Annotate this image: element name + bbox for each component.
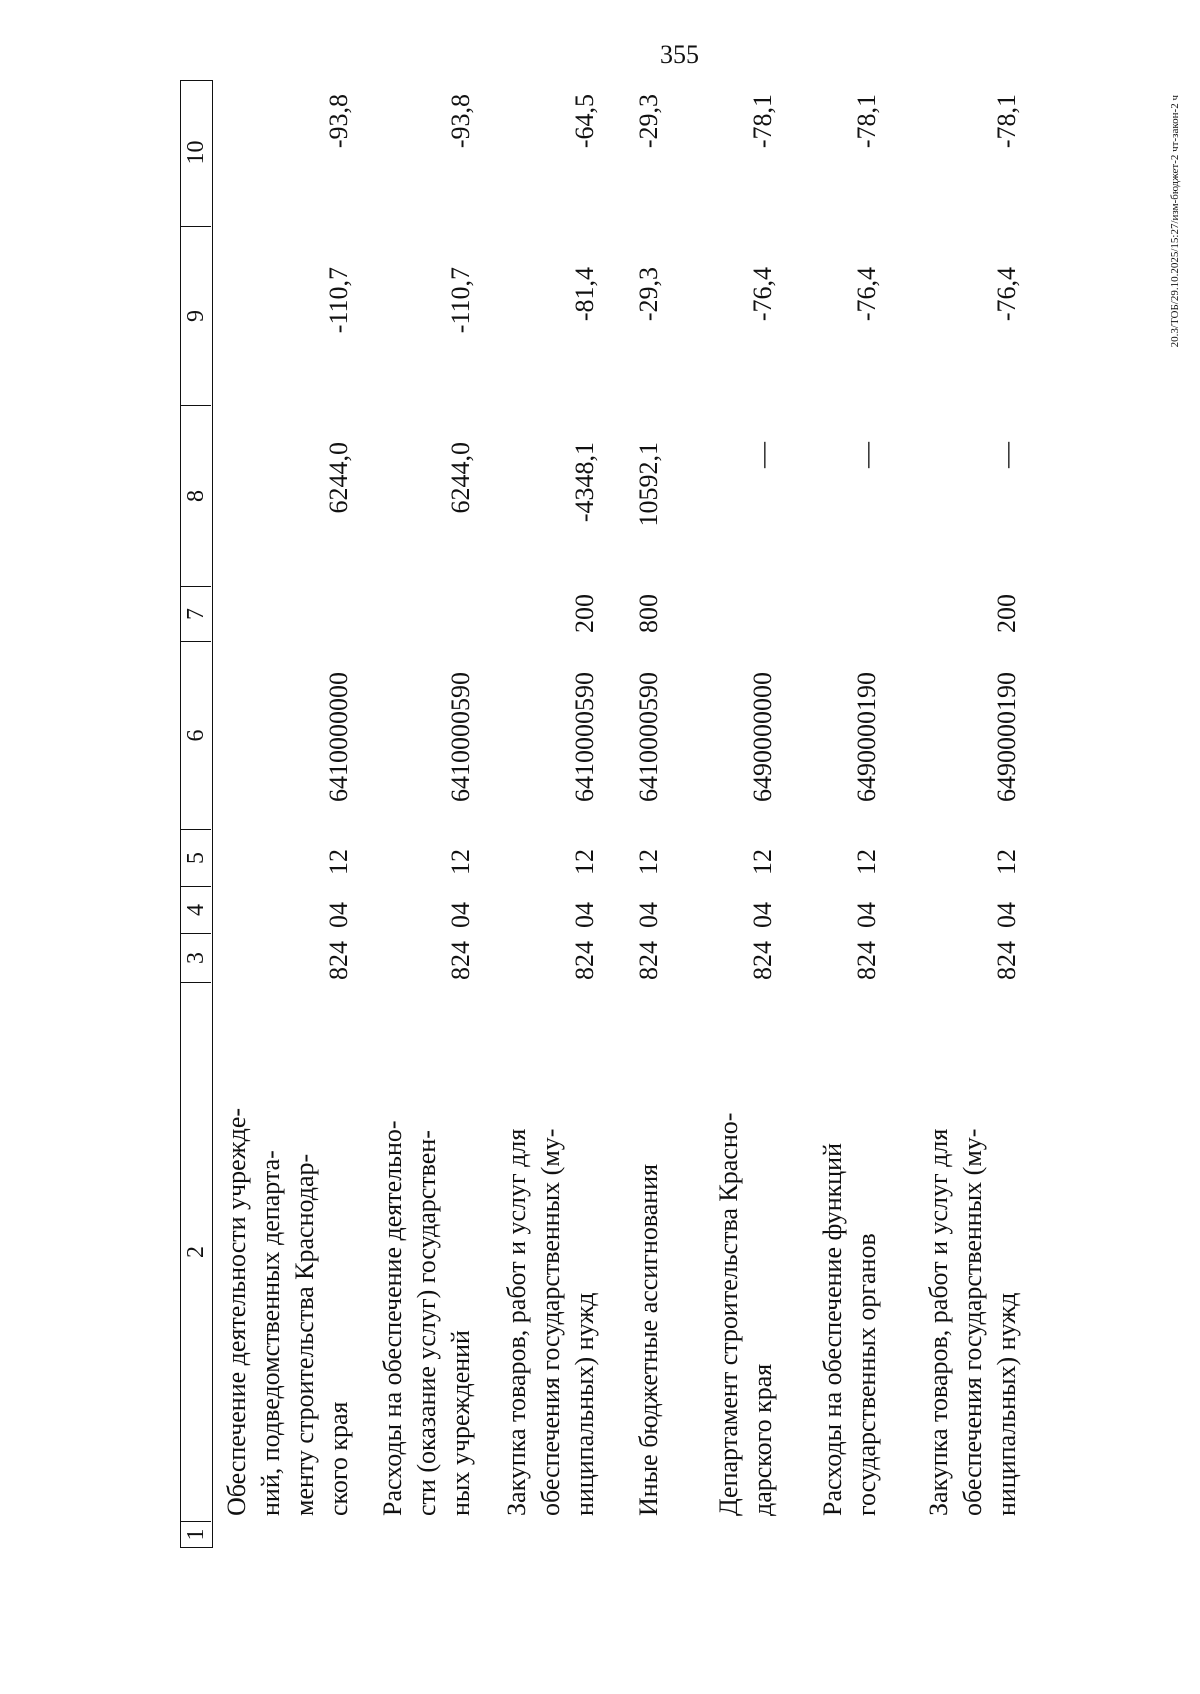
row-3-col8: -4348,1 <box>570 442 599 523</box>
row-6-name-line: государственных органов <box>852 1233 881 1516</box>
row-1-col8: 6244,0 <box>324 442 353 514</box>
header-col-1: 1 <box>183 1528 209 1541</box>
row-3-col9: -81,4 <box>570 267 599 322</box>
header-col-3: 3 <box>181 934 211 983</box>
row-6-col6: 6490000190 <box>852 672 881 802</box>
row-5-col9: -76,4 <box>748 267 777 322</box>
header-col-7: 7 <box>181 587 211 642</box>
row-6-col10: -78,1 <box>852 94 881 149</box>
budget-table <box>180 48 1100 1548</box>
row-1-name-line: ний, подведомственных департа- <box>256 1150 285 1516</box>
row-6-col8: — <box>852 442 881 468</box>
header-col-8: 8 <box>181 406 211 587</box>
row-3-col7: 200 <box>570 594 599 633</box>
row-2-name-line: Расходы на обеспечение деятельно- <box>378 1120 407 1516</box>
row-6-name-line: Расходы на обеспечение функций <box>818 1142 847 1516</box>
row-2-col4: 04 <box>446 902 475 928</box>
row-5-col5: 12 <box>748 849 777 875</box>
row-7-col5: 12 <box>992 849 1021 875</box>
row-5-col8: — <box>748 442 777 468</box>
header-col-5: 5 <box>181 830 211 887</box>
row-1-name-line: Обеспечение деятельности учрежде- <box>222 1107 251 1516</box>
row-2-col8: 6244,0 <box>446 442 475 514</box>
row-2-col10: -93,8 <box>446 94 475 149</box>
row-1-col10: -93,8 <box>324 94 353 149</box>
row-3-col4: 04 <box>570 902 599 928</box>
row-7-col4: 04 <box>992 902 1021 928</box>
header-col-4: 4 <box>181 887 211 934</box>
row-4-col3: 824 <box>634 941 663 980</box>
row-1-col9: -110,7 <box>324 267 353 334</box>
row-7-col3: 824 <box>992 941 1021 980</box>
row-1-col5: 12 <box>324 849 353 875</box>
row-3-name-line: обеспечения государственных (му- <box>536 1128 565 1516</box>
row-1-col4: 04 <box>324 902 353 928</box>
row-2-col6: 6410000590 <box>446 672 475 802</box>
row-4-col9: -29,3 <box>634 267 663 322</box>
row-4-name-line: Иные бюджетные ассигнования <box>634 1163 663 1516</box>
row-4-col5: 12 <box>634 849 663 875</box>
footer-text: 20.3/ТОБ/29.10.2025/15:27/изм-бюджет-2 чт-закон-2 ч <box>1169 95 1181 348</box>
row-5-col10: -78,1 <box>748 94 777 149</box>
row-5-col4: 04 <box>748 902 777 928</box>
header-col-10: 10 <box>181 79 211 227</box>
row-7-col7: 200 <box>992 594 1021 633</box>
table-header-row <box>180 80 213 1548</box>
row-7-name-line: Закупка товаров, работ и услуг для <box>924 1128 953 1516</box>
row-3-col10: -64,5 <box>570 94 599 149</box>
header-col-2: 2 <box>181 983 211 1522</box>
row-3-name-line: Закупка товаров, работ и услуг для <box>502 1128 531 1516</box>
row-3-col5: 12 <box>570 849 599 875</box>
row-4-col10: -29,3 <box>634 94 663 149</box>
row-7-name-line: обеспечения государственных (му- <box>958 1128 987 1516</box>
row-4-col4: 04 <box>634 902 663 928</box>
row-6-col3: 824 <box>852 941 881 980</box>
row-2-name-line: ных учреждений <box>446 1330 475 1516</box>
row-4-col6: 6410000590 <box>634 672 663 802</box>
row-7-name-line: ниципальных) нужд <box>992 1292 1021 1516</box>
row-1-name-line: менту строительства Краснодар- <box>290 1153 319 1516</box>
row-5-name-line: дарского края <box>748 1363 777 1516</box>
row-7-col9: -76,4 <box>992 267 1021 322</box>
row-6-col5: 12 <box>852 849 881 875</box>
row-2-name-line: сти (оказание услуг) государствен- <box>412 1130 441 1516</box>
row-7-col6: 6490000190 <box>992 672 1021 802</box>
row-5-name-line: Департамент строительства Красно- <box>714 1112 743 1516</box>
row-7-col8: — <box>992 442 1021 468</box>
page-number: 355 <box>660 40 699 69</box>
header-col-6: 6 <box>181 642 211 830</box>
row-3-col6: 6410000590 <box>570 672 599 802</box>
row-2-col9: -110,7 <box>446 267 475 334</box>
header-col-9: 9 <box>181 227 211 406</box>
row-2-col5: 12 <box>446 849 475 875</box>
row-4-col7: 800 <box>634 594 663 633</box>
row-3-col3: 824 <box>570 941 599 980</box>
row-6-col4: 04 <box>852 902 881 928</box>
row-1-col6: 6410000000 <box>324 672 353 802</box>
row-7-col10: -78,1 <box>992 94 1021 149</box>
row-2-col3: 824 <box>446 941 475 980</box>
row-6-col9: -76,4 <box>852 267 881 322</box>
row-5-col3: 824 <box>748 941 777 980</box>
row-3-name-line: ниципальных) нужд <box>570 1292 599 1516</box>
row-4-col8: 10592,1 <box>634 442 663 527</box>
row-1-name-line: ского края <box>324 1401 353 1516</box>
footer-stamp <box>1168 95 1182 1435</box>
row-1-col3: 824 <box>324 941 353 980</box>
row-5-col6: 6490000000 <box>748 672 777 802</box>
